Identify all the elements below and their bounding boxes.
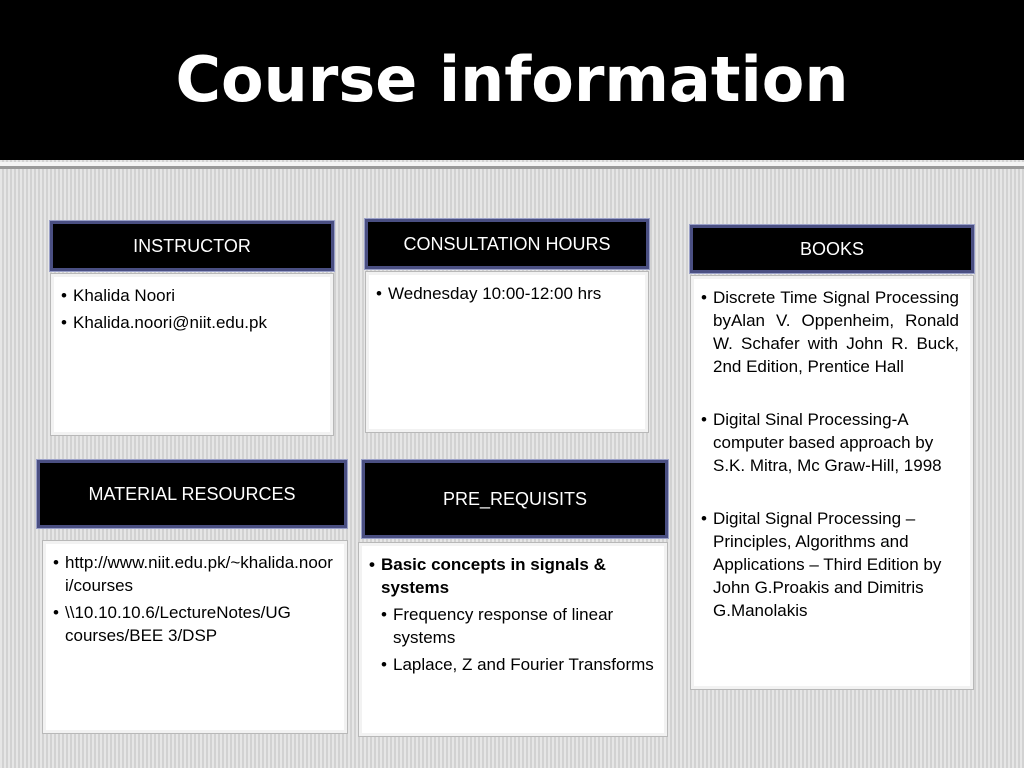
books-list [701, 286, 959, 622]
book-item: • Digital Sinal Processing-A computer based approach by S.K. Mitra, Mc Graw-Hill, 1998 [701, 408, 959, 477]
prereq-header: PRE_REQUISITS [362, 460, 668, 538]
consultation-hours: • Wednesday 10:00-12:00 hrs [376, 282, 636, 305]
prereq-sub-item: • Laplace, Z and Fourier Transforms [381, 653, 655, 676]
slide-title: Course information [175, 43, 849, 116]
book-item: • Digital Signal Processing – Principles, Algorithms and Applications – Third Edition by John G.Proakis and Dimitris G.Manolakis [701, 507, 959, 622]
title-divider-shadow [0, 166, 1024, 169]
instructor-name: • Khalida Noori [61, 284, 321, 307]
instructor-box [50, 273, 334, 436]
instructor-email: • Khalida.noori@niit.edu.pk [61, 311, 321, 334]
instructor-header: INSTRUCTOR [50, 221, 334, 271]
consultation-box [365, 271, 649, 433]
material-header: MATERIAL RESOURCES [37, 460, 347, 528]
consultation-header: CONSULTATION HOURS [365, 219, 649, 269]
books-header: BOOKS [690, 225, 974, 273]
prereq-main-item [369, 553, 655, 676]
prereq-list [369, 553, 655, 676]
prereq-box [358, 542, 668, 737]
material-list [53, 551, 335, 647]
material-box [42, 540, 348, 734]
material-path: • \\10.10.10.6/LectureNotes/UG courses/BEE 3/DSP [53, 601, 335, 647]
material-url: • http://www.niit.edu.pk/~khalida.noori/courses [53, 551, 335, 597]
prereq-sub-list [381, 603, 655, 676]
book-item: • Discrete Time Signal Processing byAlan V. Oppenheim, Ronald W. Schafer with John R. Buck, 2nd Edition, Prentice Hall [701, 286, 959, 378]
instructor-list [61, 284, 321, 334]
books-box [690, 275, 974, 690]
prereq-main-label: Basic concepts in signals & systems [381, 555, 606, 597]
prereq-sub-item: • Frequency response of linear systems [381, 603, 655, 649]
consultation-list [376, 282, 636, 305]
